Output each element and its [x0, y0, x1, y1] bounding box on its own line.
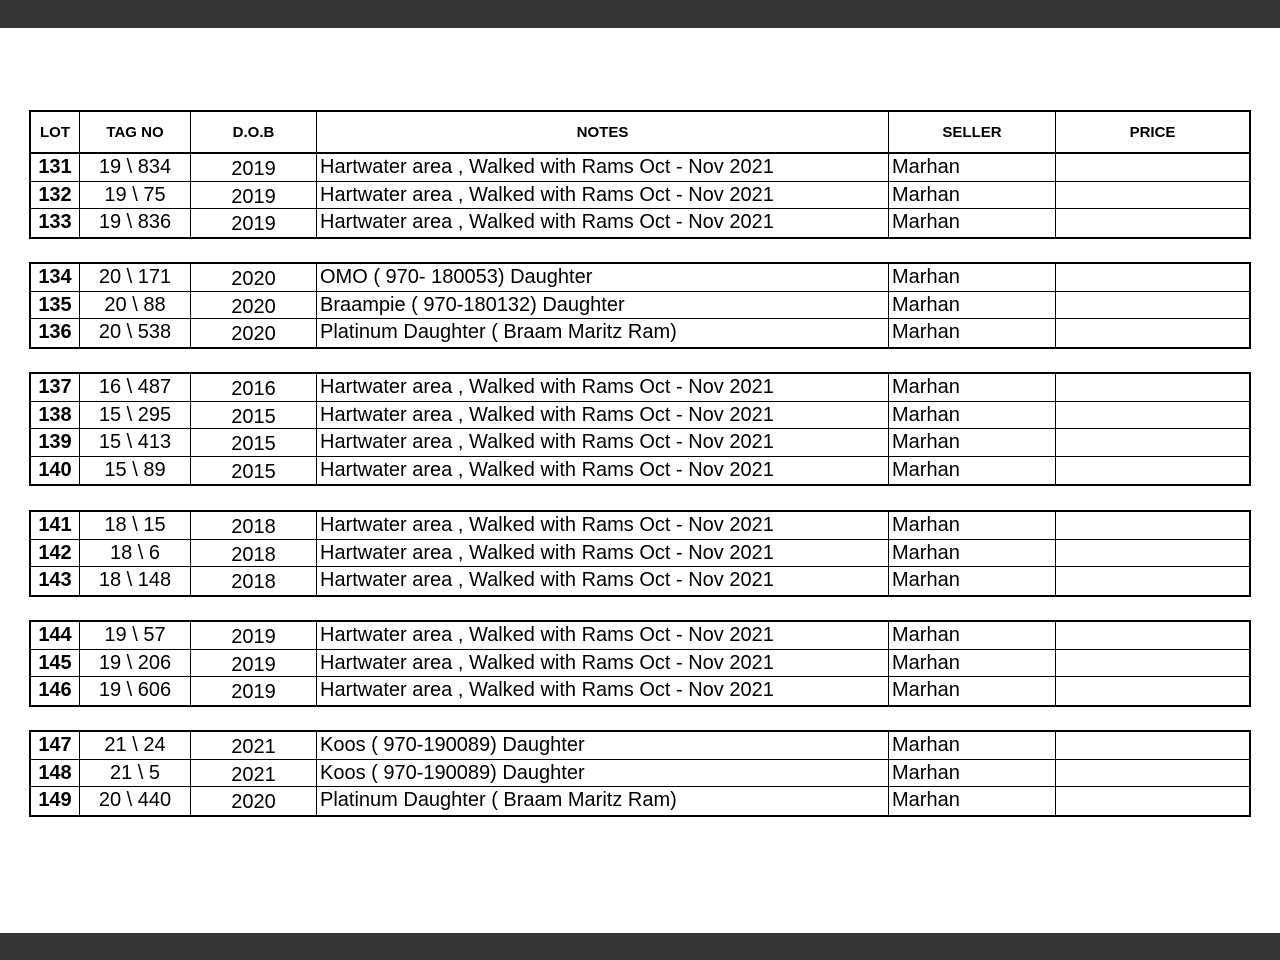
tag-no-cell: 21 \ 5 — [80, 760, 191, 787]
dob-cell: 2015 — [191, 457, 317, 485]
lot-cell: 148 — [31, 760, 80, 787]
lot-cell: 133 — [31, 209, 80, 237]
table-row — [31, 512, 1249, 540]
dob-cell: 2020 — [191, 264, 317, 291]
tag-no-cell: 19 \ 606 — [80, 677, 191, 705]
lot-cell: 135 — [31, 292, 80, 319]
price-cell — [1056, 319, 1249, 347]
notes-cell: Hartwater area , Walked with Rams Oct - Nov 2021 — [317, 209, 889, 237]
tag-no-cell: 18 \ 6 — [80, 540, 191, 567]
table-row — [31, 292, 1249, 320]
price-cell — [1056, 154, 1249, 181]
lot-cell: 146 — [31, 677, 80, 705]
price-cell — [1056, 512, 1249, 539]
lot-cell: 140 — [31, 457, 80, 485]
notes-cell: Hartwater area , Walked with Rams Oct - Nov 2021 — [317, 567, 889, 595]
header-notes: NOTES — [317, 112, 889, 152]
seller-cell: Marhan — [889, 787, 1056, 815]
seller-cell: Marhan — [889, 650, 1056, 677]
dob-cell: 2020 — [191, 787, 317, 815]
tag-no-cell: 20 \ 171 — [80, 264, 191, 291]
notes-cell: OMO ( 970- 180053) Daughter — [317, 264, 889, 291]
header-price: PRICE — [1129, 123, 1176, 141]
dob-cell: 2018 — [191, 567, 317, 595]
dob-cell: 2019 — [191, 677, 317, 705]
notes-cell: Platinum Daughter ( Braam Maritz Ram) — [317, 787, 889, 815]
table-row — [31, 677, 1249, 705]
lot-cell: 144 — [31, 622, 80, 649]
price-cell — [1056, 457, 1249, 485]
header-seller: SELLER — [889, 112, 1056, 152]
price-cell — [1056, 429, 1249, 456]
dob-cell: 2021 — [191, 732, 317, 759]
dob-cell: 2015 — [191, 429, 317, 456]
seller-cell: Marhan — [889, 264, 1056, 291]
seller-cell: Marhan — [889, 567, 1056, 595]
notes-cell: Koos ( 970-190089) Daughter — [317, 732, 889, 759]
notes-cell: Hartwater area , Walked with Rams Oct - Nov 2021 — [317, 429, 889, 456]
price-cell — [1056, 374, 1249, 401]
lot-table-group-2 — [29, 262, 1251, 349]
price-cell — [1056, 402, 1249, 429]
lot-table-group-1 — [29, 110, 1251, 239]
tag-no-cell: 19 \ 836 — [80, 209, 191, 237]
lot-cell: 142 — [31, 540, 80, 567]
price-cell — [1056, 622, 1249, 649]
tag-no-cell: 18 \ 15 — [80, 512, 191, 539]
dob-cell: 2020 — [191, 292, 317, 319]
tag-no-cell: 20 \ 538 — [80, 319, 191, 347]
lot-cell: 137 — [31, 374, 80, 401]
seller-cell: Marhan — [889, 512, 1056, 539]
dob-cell: 2015 — [191, 402, 317, 429]
notes-cell: Hartwater area , Walked with Rams Oct - Nov 2021 — [317, 540, 889, 567]
seller-cell: Marhan — [889, 319, 1056, 347]
tag-no-cell: 20 \ 440 — [80, 787, 191, 815]
price-cell — [1056, 732, 1249, 759]
lot-cell: 149 — [31, 787, 80, 815]
notes-cell: Hartwater area , Walked with Rams Oct - Nov 2021 — [317, 154, 889, 181]
table-row — [31, 760, 1249, 788]
tag-no-cell: 19 \ 834 — [80, 154, 191, 181]
notes-cell: Hartwater area , Walked with Rams Oct - Nov 2021 — [317, 512, 889, 539]
dob-cell: 2016 — [191, 374, 317, 401]
lot-cell: 145 — [31, 650, 80, 677]
seller-cell: Marhan — [889, 540, 1056, 567]
lot-cell: 147 — [31, 732, 80, 759]
top-frame-bar — [0, 0, 1280, 28]
notes-cell: Platinum Daughter ( Braam Maritz Ram) — [317, 319, 889, 347]
table-header-row — [31, 112, 1249, 154]
price-cell — [1056, 787, 1249, 815]
tag-no-cell: 19 \ 57 — [80, 622, 191, 649]
table-row — [31, 402, 1249, 430]
table-row — [31, 319, 1249, 347]
notes-cell: Braampie ( 970-180132) Daughter — [317, 292, 889, 319]
table-row — [31, 650, 1249, 678]
header-dob: D.O.B — [191, 112, 317, 152]
dob-cell: 2020 — [191, 319, 317, 347]
seller-cell: Marhan — [889, 760, 1056, 787]
seller-cell: Marhan — [889, 732, 1056, 759]
table-row — [31, 374, 1249, 402]
price-cell — [1056, 677, 1249, 705]
tag-no-cell: 18 \ 148 — [80, 567, 191, 595]
seller-cell: Marhan — [889, 209, 1056, 237]
lot-table-group-3 — [29, 372, 1251, 486]
dob-cell: 2019 — [191, 182, 317, 209]
lot-cell: 132 — [31, 182, 80, 209]
price-cell — [1056, 540, 1249, 567]
tag-no-cell: 15 \ 295 — [80, 402, 191, 429]
lot-cell: 138 — [31, 402, 80, 429]
tag-no-cell: 16 \ 487 — [80, 374, 191, 401]
seller-cell: Marhan — [889, 402, 1056, 429]
price-cell — [1056, 292, 1249, 319]
table-row — [31, 264, 1249, 292]
seller-cell: Marhan — [889, 154, 1056, 181]
tag-no-cell: 15 \ 413 — [80, 429, 191, 456]
price-cell — [1056, 650, 1249, 677]
notes-cell: Hartwater area , Walked with Rams Oct - Nov 2021 — [317, 457, 889, 485]
header-lot: LOT — [31, 112, 80, 152]
lot-cell: 131 — [31, 154, 80, 181]
notes-cell: Hartwater area , Walked with Rams Oct - Nov 2021 — [317, 650, 889, 677]
tag-no-cell: 21 \ 24 — [80, 732, 191, 759]
lot-cell: 141 — [31, 512, 80, 539]
table-row — [31, 540, 1249, 568]
table-row — [31, 429, 1249, 457]
notes-cell: Koos ( 970-190089) Daughter — [317, 760, 889, 787]
dob-cell: 2021 — [191, 760, 317, 787]
tag-no-cell: 20 \ 88 — [80, 292, 191, 319]
table-row — [31, 787, 1249, 815]
table-row — [31, 209, 1249, 237]
lot-cell: 139 — [31, 429, 80, 456]
seller-cell: Marhan — [889, 374, 1056, 401]
seller-cell: Marhan — [889, 457, 1056, 485]
header-tag-no: TAG NO — [80, 112, 191, 152]
table-row — [31, 567, 1249, 595]
dob-cell: 2019 — [191, 209, 317, 237]
notes-cell: Hartwater area , Walked with Rams Oct - Nov 2021 — [317, 182, 889, 209]
notes-cell: Hartwater area , Walked with Rams Oct - Nov 2021 — [317, 402, 889, 429]
dob-cell: 2018 — [191, 512, 317, 539]
lot-cell: 136 — [31, 319, 80, 347]
dob-cell: 2018 — [191, 540, 317, 567]
tag-no-cell: 19 \ 206 — [80, 650, 191, 677]
price-cell — [1056, 182, 1249, 209]
bottom-frame-bar — [0, 933, 1280, 960]
table-row — [31, 182, 1249, 210]
table-row — [31, 457, 1249, 485]
price-cell — [1056, 264, 1249, 291]
price-cell — [1056, 567, 1249, 595]
tag-no-cell: 15 \ 89 — [80, 457, 191, 485]
seller-cell: Marhan — [889, 677, 1056, 705]
lot-table-group-6 — [29, 730, 1251, 817]
notes-cell: Hartwater area , Walked with Rams Oct - Nov 2021 — [317, 374, 889, 401]
seller-cell: Marhan — [889, 429, 1056, 456]
lot-cell: 143 — [31, 567, 80, 595]
table-row — [31, 622, 1249, 650]
lot-table-group-5 — [29, 620, 1251, 707]
seller-cell: Marhan — [889, 622, 1056, 649]
seller-cell: Marhan — [889, 182, 1056, 209]
notes-cell: Hartwater area , Walked with Rams Oct - Nov 2021 — [317, 622, 889, 649]
tag-no-cell: 19 \ 75 — [80, 182, 191, 209]
seller-cell: Marhan — [889, 292, 1056, 319]
dob-cell: 2019 — [191, 154, 317, 181]
dob-cell: 2019 — [191, 622, 317, 649]
lot-cell: 134 — [31, 264, 80, 291]
notes-cell: Hartwater area , Walked with Rams Oct - Nov 2021 — [317, 677, 889, 705]
table-row — [31, 154, 1249, 182]
lot-table-group-4 — [29, 510, 1251, 597]
table-row — [31, 732, 1249, 760]
price-cell — [1056, 760, 1249, 787]
price-cell — [1056, 209, 1249, 237]
dob-cell: 2019 — [191, 650, 317, 677]
